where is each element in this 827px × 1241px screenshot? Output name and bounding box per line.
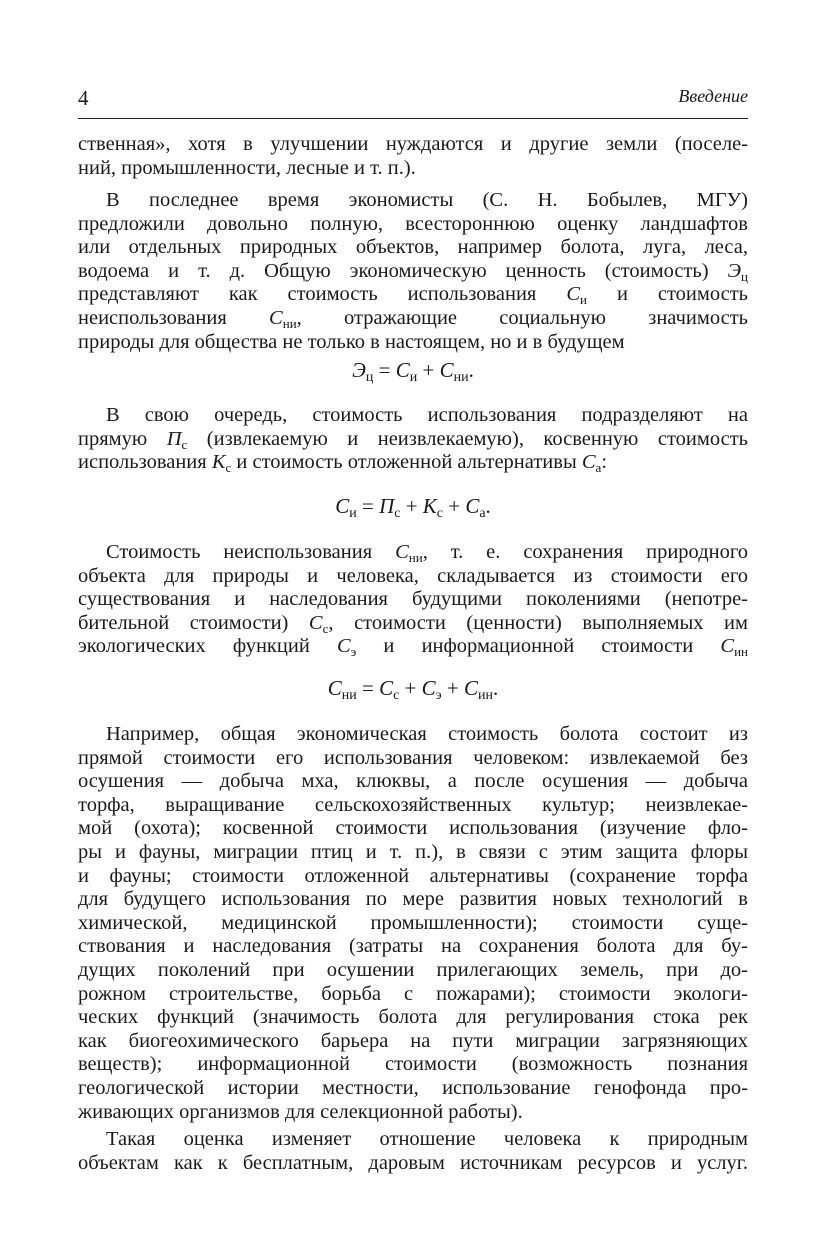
text-line: торфа, выращивание сельскохозяйственных культур; неизвлекае- bbox=[78, 793, 748, 816]
text-line: природы для общества не только в настоящем, но и в будущем bbox=[78, 330, 625, 353]
text-span: и информационной стоимости bbox=[356, 635, 694, 658]
text-line: ний, промышленности, лесные и т. п.). bbox=[78, 156, 416, 179]
text-span: , стоимости (ценности) выполняемых им bbox=[328, 611, 748, 634]
formula-operator: = bbox=[356, 676, 380, 700]
text-line: как биогеохимического барьера на пути миграции загрязняющих bbox=[78, 1029, 748, 1052]
formula-symbol: С bbox=[465, 494, 480, 518]
text-line bbox=[78, 283, 748, 307]
paragraph-3 bbox=[78, 404, 748, 475]
text-span: неиспользования bbox=[78, 306, 227, 329]
symbol-subscript: с bbox=[181, 436, 188, 452]
symbol-subscript: ин bbox=[734, 644, 748, 660]
symbol-C-ni bbox=[269, 307, 297, 329]
text-line bbox=[78, 260, 748, 284]
symbol-letter: К bbox=[211, 451, 226, 474]
symbol-C-ni bbox=[395, 541, 423, 563]
text-line bbox=[78, 307, 748, 331]
text-line: и фауны; стоимости отложенной альтернативы (сохранение торфа bbox=[78, 864, 748, 887]
formula-punctuation: . bbox=[493, 676, 499, 700]
paragraph-2 bbox=[78, 189, 748, 354]
text-span: , отражающие социальную значимость bbox=[296, 306, 748, 329]
symbol-subscript: ни bbox=[408, 550, 423, 565]
text-line: прямой стоимости его использования человеком: извлекаемой без bbox=[78, 746, 748, 769]
text-line: живающих организмов для селекционной работы). bbox=[78, 1100, 523, 1123]
text-line: осушения — добыча мха, клюквы, а после осушения — добыча bbox=[78, 770, 748, 793]
text-line bbox=[78, 612, 748, 636]
text-line bbox=[78, 541, 748, 565]
paragraph-1 bbox=[78, 133, 748, 180]
text-line: В свою очередь, стоимость использования подразделяют на bbox=[106, 404, 748, 426]
formula-operator: + bbox=[441, 676, 465, 700]
paragraph-4 bbox=[78, 541, 748, 659]
formula-operator: + bbox=[400, 494, 423, 518]
symbol-subscript: э bbox=[350, 644, 357, 660]
formula-symbol: К bbox=[422, 494, 437, 518]
text-line bbox=[78, 451, 748, 475]
symbol-subscript: ни bbox=[282, 315, 297, 331]
paragraph-6 bbox=[78, 1128, 748, 1175]
text-span: использования bbox=[78, 451, 207, 474]
formula-punctuation: . bbox=[485, 494, 491, 518]
formula-symbol: П bbox=[379, 494, 395, 518]
text-line: веществ); информационной стоимости (возможность познания bbox=[78, 1053, 748, 1076]
formula-2 bbox=[78, 494, 748, 519]
symbol-K-s bbox=[211, 451, 232, 476]
text-line: ственная», хотя в улучшении нуждаются и другие земли (поселе- bbox=[78, 133, 748, 155]
formula-3 bbox=[78, 676, 748, 701]
symbol-E bbox=[728, 260, 748, 282]
text-span: и стоимость bbox=[616, 283, 749, 306]
text-line: объектам как к бесплатным, даровым источникам ресурсов и услуг. bbox=[78, 1151, 748, 1174]
formula-symbol: С bbox=[439, 358, 454, 382]
formula-subscript: ни bbox=[341, 688, 357, 703]
text-line: предложили довольно полную, всестороннюю оценку ландшафтов bbox=[78, 212, 748, 235]
symbol-letter: Э bbox=[727, 259, 742, 282]
symbol-letter: С bbox=[720, 635, 735, 658]
formula-symbol: С bbox=[395, 358, 410, 382]
symbol-letter: С bbox=[336, 635, 351, 658]
text-span: : bbox=[601, 451, 608, 474]
formula-subscript: ц bbox=[365, 370, 374, 385]
text-line: В последнее время экономисты (С. Н. Бобылев, МГУ) bbox=[106, 189, 748, 211]
symbol-subscript: а bbox=[595, 460, 602, 476]
text-line: ческих функций (значимость болота для регулирования стока рек bbox=[78, 1006, 748, 1029]
formula-symbol: Э bbox=[352, 358, 366, 382]
text-span: бительной стоимости) bbox=[78, 611, 289, 634]
text-span: и стоимость отложенной альтернативы bbox=[231, 451, 577, 474]
formula-operator: = bbox=[356, 494, 380, 518]
symbol-letter: С bbox=[269, 306, 283, 329]
formula-symbol: С bbox=[327, 676, 342, 700]
text-line: рожном строительстве, борьба с пожарами); стоимости экологи- bbox=[78, 982, 748, 1005]
page-number: 4 bbox=[78, 86, 89, 110]
text-span: прямую bbox=[78, 427, 148, 450]
formula-operator: = bbox=[373, 358, 396, 382]
running-title: Введение bbox=[678, 86, 748, 106]
text-line bbox=[78, 428, 748, 452]
text-span: Стоимость неиспользования bbox=[106, 541, 373, 563]
text-line: Такая оценка изменяет отношение человека к природным bbox=[106, 1128, 748, 1150]
formula-1 bbox=[78, 358, 748, 383]
symbol-C-a bbox=[581, 451, 602, 476]
symbol-letter: С bbox=[566, 283, 581, 306]
text-line: ствования и наследования (затраты на сохранения болота для бу- bbox=[78, 935, 748, 958]
symbol-C-i bbox=[566, 283, 587, 308]
symbol-letter: С bbox=[395, 541, 409, 563]
formula-subscript: с bbox=[393, 688, 400, 703]
symbol-P-s bbox=[167, 428, 188, 450]
text-span: экологических функций bbox=[78, 635, 310, 658]
formula-subscript: и bbox=[409, 370, 418, 385]
symbol-subscript: с bbox=[322, 620, 329, 636]
symbol-letter: С bbox=[581, 451, 596, 474]
symbol-subscript: и bbox=[580, 292, 587, 308]
text-line: для будущего использования по мере развития новых технологий в bbox=[78, 888, 748, 911]
formula-symbol: С bbox=[464, 676, 479, 700]
text-line: существования и наследования будущими поколениями (непотре- bbox=[78, 588, 748, 611]
symbol-subscript: с bbox=[225, 460, 232, 476]
symbol-C-s bbox=[309, 612, 328, 634]
text-span: , т. е. сохранения природного bbox=[422, 541, 749, 563]
text-line: мой (охота); косвенной стоимости использования (изучение фло- bbox=[78, 817, 748, 840]
text-line bbox=[78, 635, 748, 659]
text-line: геологической истории местности, использование генофонда про- bbox=[78, 1076, 748, 1099]
symbol-subscript: ц bbox=[741, 268, 748, 284]
text-line: химической, медицинской промышленности); стоимости суще- bbox=[78, 911, 748, 934]
text-line: дущих поколений при осушении прилегающих земель, при до- bbox=[78, 958, 748, 981]
text-line: Например, общая экономическая стоимость болота состоит из bbox=[106, 723, 748, 745]
formula-subscript: с bbox=[394, 506, 401, 521]
formula-operator: + bbox=[442, 494, 466, 518]
page-header bbox=[78, 86, 748, 110]
formula-subscript: ни bbox=[453, 370, 469, 385]
text-line: или отдельных природных объектов, например болота, луга, леса, bbox=[78, 236, 748, 259]
paragraph-5 bbox=[78, 723, 748, 1124]
symbol-C-in bbox=[720, 635, 748, 660]
symbol-letter: С bbox=[308, 611, 323, 634]
text-line: объекта для природы и человека, складывается из стоимости его bbox=[78, 564, 748, 587]
formula-operator: + bbox=[417, 358, 440, 382]
formula-symbol: С bbox=[379, 676, 394, 700]
formula-symbol: С bbox=[421, 676, 436, 700]
symbol-C-e bbox=[336, 635, 357, 660]
formula-subscript: а bbox=[479, 506, 486, 521]
header-rule bbox=[78, 118, 748, 119]
formula-operator: + bbox=[399, 676, 422, 700]
formula-subscript: э bbox=[435, 688, 442, 703]
text-line: ры и фауны, миграции птиц и т. п.), в связи с этим защита флоры bbox=[78, 840, 748, 863]
formula-subscript: с bbox=[436, 506, 443, 521]
text-span: (извлекаемую и неизвлекаемую), косвенную стоимость bbox=[187, 427, 749, 450]
formula-symbol: С bbox=[335, 494, 350, 518]
formula-punctuation: . bbox=[468, 358, 474, 382]
formula-subscript: ин bbox=[478, 688, 494, 703]
text-span: представляют как стоимость использования bbox=[78, 283, 537, 306]
formula-subscript: и bbox=[349, 506, 357, 521]
symbol-letter: П bbox=[166, 427, 182, 450]
text-span: водоема и т. д. Общую экономическую ценность (стоимость) bbox=[78, 259, 709, 282]
